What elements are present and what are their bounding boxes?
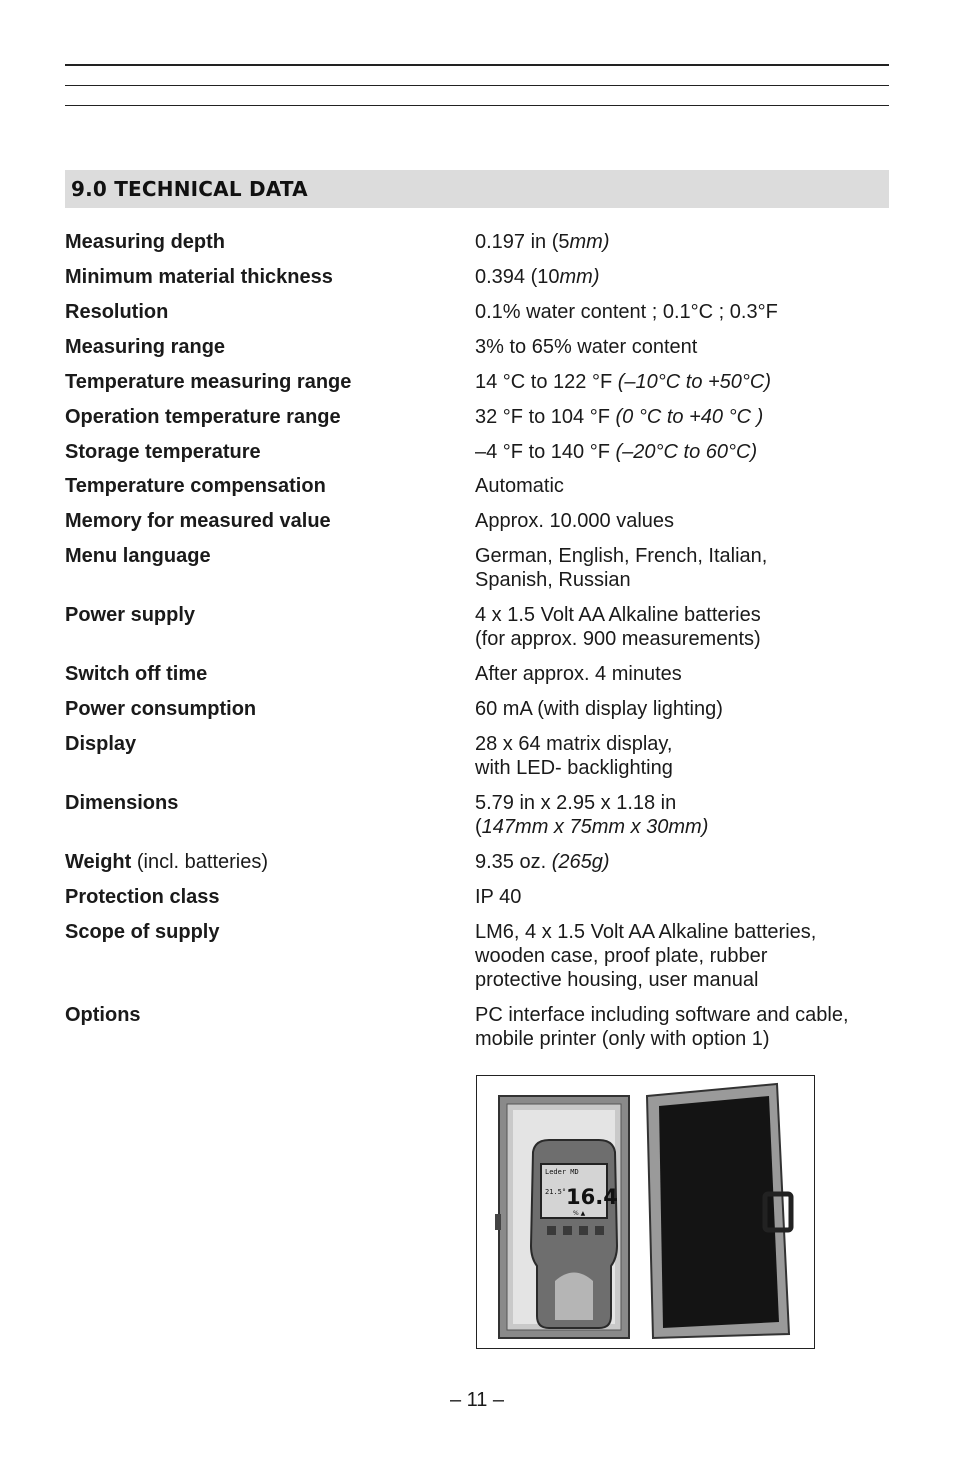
spec-value: After approx. 4 minutes — [475, 663, 682, 685]
spec-value — [475, 920, 889, 992]
spec-value-line: 5.79 in x 2.95 x 1.18 in — [475, 792, 677, 814]
spec-label: Menu language — [65, 545, 211, 567]
spec-value — [475, 544, 889, 592]
spec-label: Resolution — [65, 301, 169, 323]
spec-label: Temperature measuring range — [65, 371, 352, 393]
meter-brand-text: Leder MD — [545, 1168, 579, 1176]
header-rule-bottom — [65, 105, 889, 106]
spec-label: Power supply — [65, 604, 196, 626]
spec-value-line: LM6, 4 x 1.5 Volt AA Alkaline batteries, — [475, 921, 817, 943]
spec-value-line: (for approx. 900 measurements) — [475, 628, 761, 650]
header-rule-middle — [65, 85, 889, 86]
spec-value: 60 mA (with display lighting) — [475, 698, 723, 720]
spec-label: Protection class — [65, 886, 220, 908]
spec-label: Storage temperature — [65, 441, 261, 463]
spec-label: Temperature compensation — [65, 475, 326, 497]
spec-value: IP 40 — [475, 886, 522, 908]
page-number: – 11 – — [449, 1389, 505, 1411]
spec-label: Memory for measured value — [65, 510, 331, 532]
spec-value: Automatic — [475, 475, 564, 497]
spec-value-line: 28 x 64 matrix display, — [475, 733, 673, 755]
spec-label: Display — [65, 733, 137, 755]
spec-value — [475, 791, 889, 839]
spec-label: Operation temperature range — [65, 406, 341, 428]
meter-unit-text: % ▲ — [573, 1210, 586, 1217]
spec-label: Dimensions — [65, 792, 179, 814]
spec-value-line: 4 x 1.5 Volt AA Alkaline batteries — [475, 604, 761, 626]
spec-label: Measuring depth — [65, 231, 226, 253]
spec-label: Options — [65, 1004, 141, 1026]
case-hinge — [495, 1214, 501, 1230]
spec-value-line: wooden case, proof plate, rubber — [475, 945, 768, 967]
spec-label: Minimum material thickness — [65, 266, 333, 288]
header-rule-top — [65, 64, 889, 66]
spec-value: 3% to 65% water content — [475, 336, 698, 358]
case-lid-foam — [659, 1096, 779, 1328]
spec-value: –4 °F to 140 °F (–20°C to 60°C) — [475, 441, 758, 463]
product-photo-illustration — [477, 1076, 813, 1347]
spec-value-line: (147mm x 75mm x 30mm) — [475, 816, 709, 838]
spec-label: Switch off time — [65, 663, 208, 685]
spec-value — [475, 603, 889, 651]
spec-value-line: PC interface including software and cable, — [475, 1004, 849, 1026]
meter-key-2 — [563, 1226, 572, 1235]
spec-value: 32 °F to 104 °F (0 °C to +40 °C ) — [475, 406, 764, 428]
spec-label: Power consumption — [65, 698, 257, 720]
spec-value-line: protective housing, user manual — [475, 969, 759, 991]
meter-key-3 — [579, 1226, 588, 1235]
meter-grip — [555, 1273, 593, 1321]
spec-value: Approx. 10.000 values — [475, 510, 675, 532]
spec-label: Weight (incl. batteries) — [65, 851, 269, 873]
spec-value: 0.1% water content ; 0.1°C ; 0.3°F — [475, 301, 778, 323]
meter-reading-text: 16.4 — [566, 1185, 618, 1209]
spec-value: 14 °C to 122 °F (–10°C to +50°C) — [475, 371, 772, 393]
section-header-bar — [65, 170, 889, 208]
spec-value-line: mobile printer (only with option 1) — [475, 1028, 770, 1050]
meter-key-1 — [547, 1226, 556, 1235]
meter-key-4 — [595, 1226, 604, 1235]
spec-value: 0.197 in (5mm) — [475, 231, 610, 253]
section-title: 9.0 TECHNICAL DATA — [71, 177, 308, 201]
spec-value-line: with LED- backlighting — [475, 757, 673, 779]
spec-value: 9.35 oz. (265g) — [475, 851, 610, 873]
spec-value-line: German, English, French, Italian, — [475, 545, 768, 567]
spec-label-note: (incl. batteries) — [131, 851, 269, 873]
spec-value-line: Spanish, Russian — [475, 569, 631, 591]
spec-value — [475, 732, 889, 780]
product-photo — [476, 1075, 815, 1349]
spec-label: Scope of supply — [65, 921, 220, 943]
spec-label: Measuring range — [65, 336, 226, 358]
spec-value: 0.394 (10mm) — [475, 266, 600, 288]
meter-temp-text: 21.5° — [545, 1188, 567, 1196]
spec-value — [475, 1003, 889, 1051]
